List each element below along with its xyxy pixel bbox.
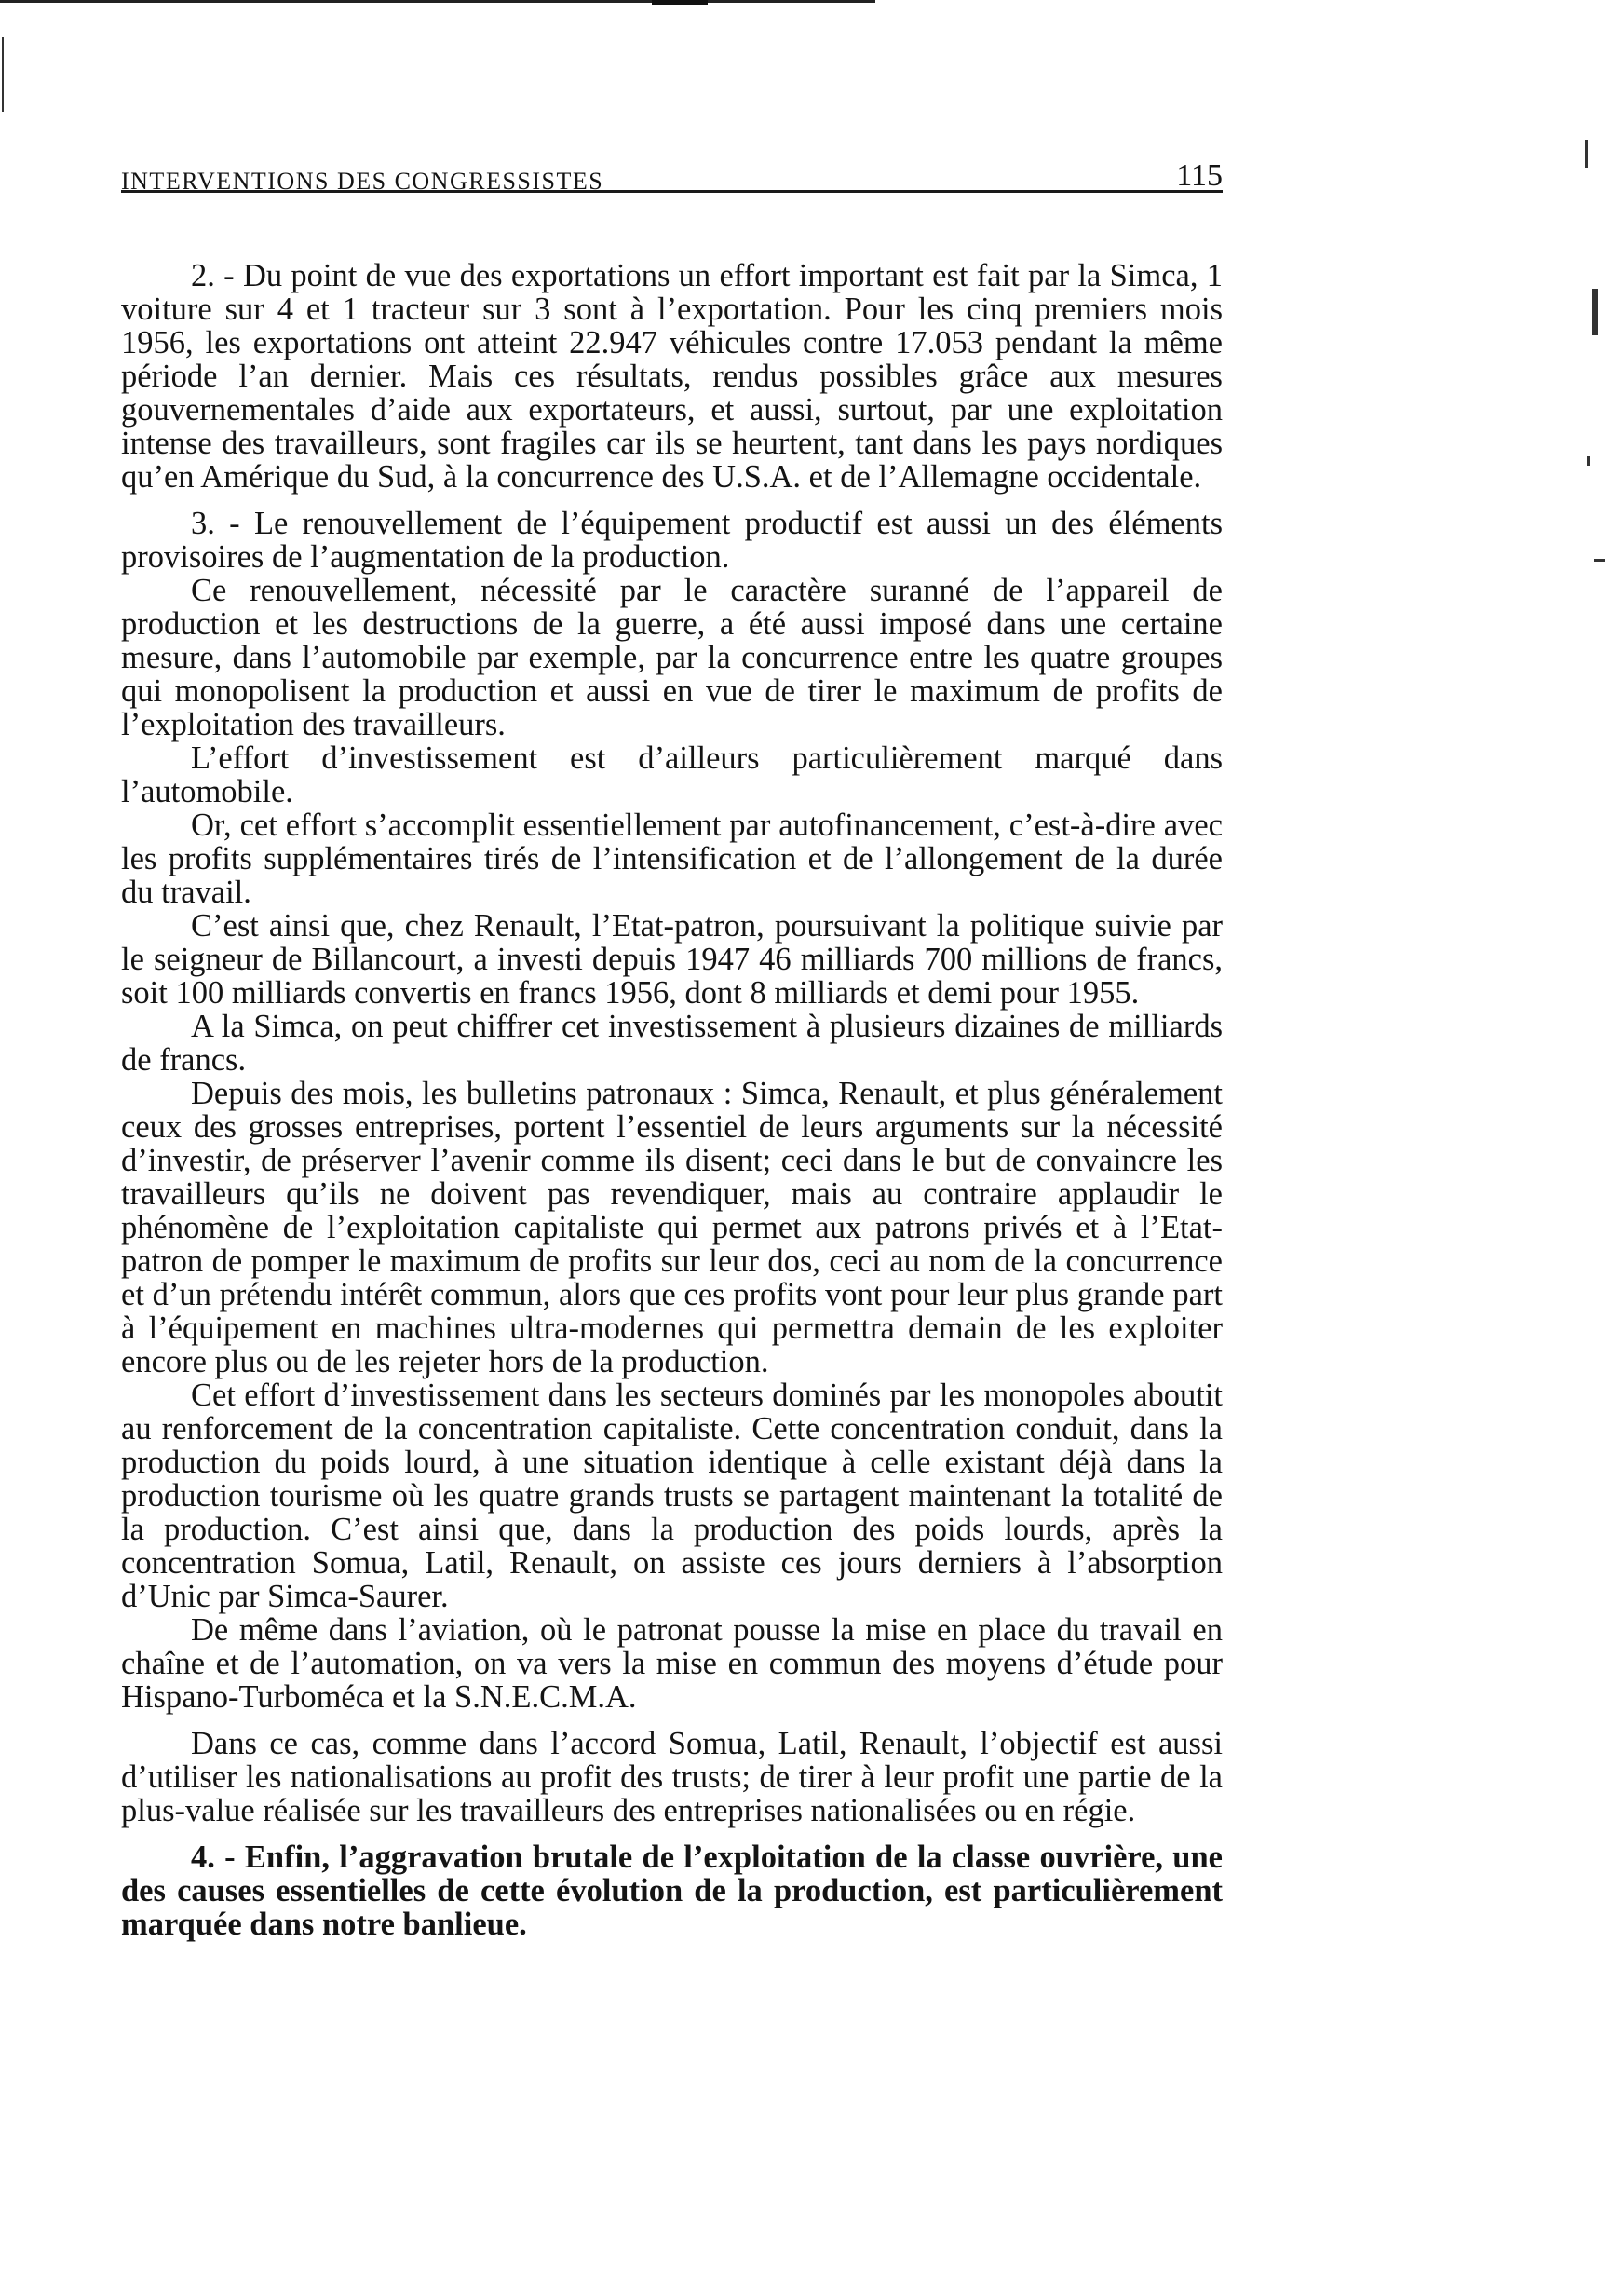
page-number: 115 <box>1176 158 1223 193</box>
scan-left-edge <box>2 37 4 112</box>
scan-speck <box>1592 289 1598 335</box>
paragraph-concentration: Cet effort d’investissement dans les secteurs dominés par les monopoles aboutit au renforcement de la concentration capitaliste. Cette concentration conduit, dans la production du poids lourd, à une situation identique à celle existant déjà dans la production tourisme où les quatre grands trusts se partagent maintenant la totalité de la production. C’est ainsi que, dans la production des poids lourds, après la concentration Somua, Latil, Renault, on assiste ces jours derniers à l’absorption d’Unic par Simca-Saurer. <box>121 1378 1223 1614</box>
paragraph-renault: C’est ainsi que, chez Renault, l’Etat-patron, poursuivant la politique suivie par le seigneur de Billancourt, a investi depuis 1947 46 milliards 700 millions de francs, soit 100 milliards convertis en francs 1956, dont 8 milliards et demi pour 1955. <box>121 908 1223 1011</box>
body-text <box>121 259 1223 1941</box>
paragraph-exploitation: 4. - Enfin, l’aggravation brutale de l’exploitation de la classe ouvrière, une des causes essentielles de cette évolution de la production, est particulièrement marquée dans notre banlieue. <box>121 1840 1223 1942</box>
paragraph-nationalisations: Dans ce cas, comme dans l’accord Somua, Latil, Renault, l’objectif est aussi d’utiliser les nationalisations au profit des trusts; de tirer à leur profit une partie de la plus-value réalisée sur les travailleurs des entreprises nationalisées ou en régie. <box>121 1726 1223 1828</box>
paragraph-renewal-causes: Ce renouvellement, nécessité par le caractère suranné de l’appareil de production et les destructions de la guerre, a été aussi imposé dans une certaine mesure, dans l’automobile par exemple, par la concurrence entre les quatre groupes qui monopolisent la production et aussi en vue de tirer le maximum de profits de l’exploitation des travailleurs. <box>121 573 1223 742</box>
paragraph-exports: 2. - Du point de vue des exportations un effort important est fait par la Simca, 1 voiture sur 4 et 1 tracteur sur 3 sont à l’exportation. Pour les cinq premiers mois 1956, les exportations ont atteint 22.947 véhicules contre 17.053 pendant la même période l’an dernier. Mais ces résultats, rendus possibles grâce aux mesures gouvernementales d’aide aux exportateurs, et aussi, surtout, par une exploitation intense des travailleurs, sont fragiles car ils se heurtent, tant dans les pays nordiques qu’en Amérique du Sud, à la concurrence des U.S.A. et de l’Allemagne occidentale. <box>121 258 1223 495</box>
scan-top-edge <box>0 0 875 3</box>
paragraph-bulletins: Depuis des mois, les bulletins patronaux : Simca, Renault, et plus généralement ceux des grosses entreprises, portent l’essentiel de leurs arguments sur la nécessité d’investir, de préserver l’avenir comme ils disent; ceci dans le but de convaincre les travailleurs qu’ils ne doivent pas revendiquer, mais au contraire applaudir le phénomène de l’exploitation capitaliste qui permet aux patrons privés et à l’Etat-patron de pomper le maximum de profits sur leur dos, ceci au nom de la concurrence et d’un prétendu intérêt commun, alors que ces profits vont pour leur plus grande part à l’équipement en machines ultra-modernes qui permettra demain de les exploiter encore plus ou de les rejeter hors de la production. <box>121 1076 1223 1379</box>
paragraph-simca: A la Simca, on peut chiffrer cet investissement à plusieurs dizaines de milliards de francs. <box>121 1009 1223 1078</box>
scan-speck <box>1585 140 1588 168</box>
scan-top-blot <box>652 0 708 5</box>
paragraph-autofinancing: Or, cet effort s’accomplit essentiellement par autofinancement, c’est-à-dire avec les profits supplémentaires tirés de l’intensification et de l’allongement de la durée du travail. <box>121 808 1223 910</box>
scan-speck <box>1594 559 1605 562</box>
paragraph-investment-effort: L’effort d’investissement est d’ailleurs particulièrement marqué dans l’automobile. <box>121 740 1223 809</box>
paragraph-renewal: 3. - Le renouvellement de l’équipement productif est aussi un des éléments provisoires de l’augmentation de la production. <box>121 506 1223 575</box>
scan-speck <box>1587 456 1590 466</box>
running-title: INTERVENTIONS DES CONGRESSISTES <box>121 168 604 195</box>
page-header <box>121 149 1223 193</box>
paragraph-aviation: De même dans l’aviation, où le patronat pousse la mise en place du travail en chaîne et de l’automation, on va vers la mise en commun des moyens d’étude pour Hispano-Turboméca et la S.N.E.C.M.A. <box>121 1612 1223 1715</box>
